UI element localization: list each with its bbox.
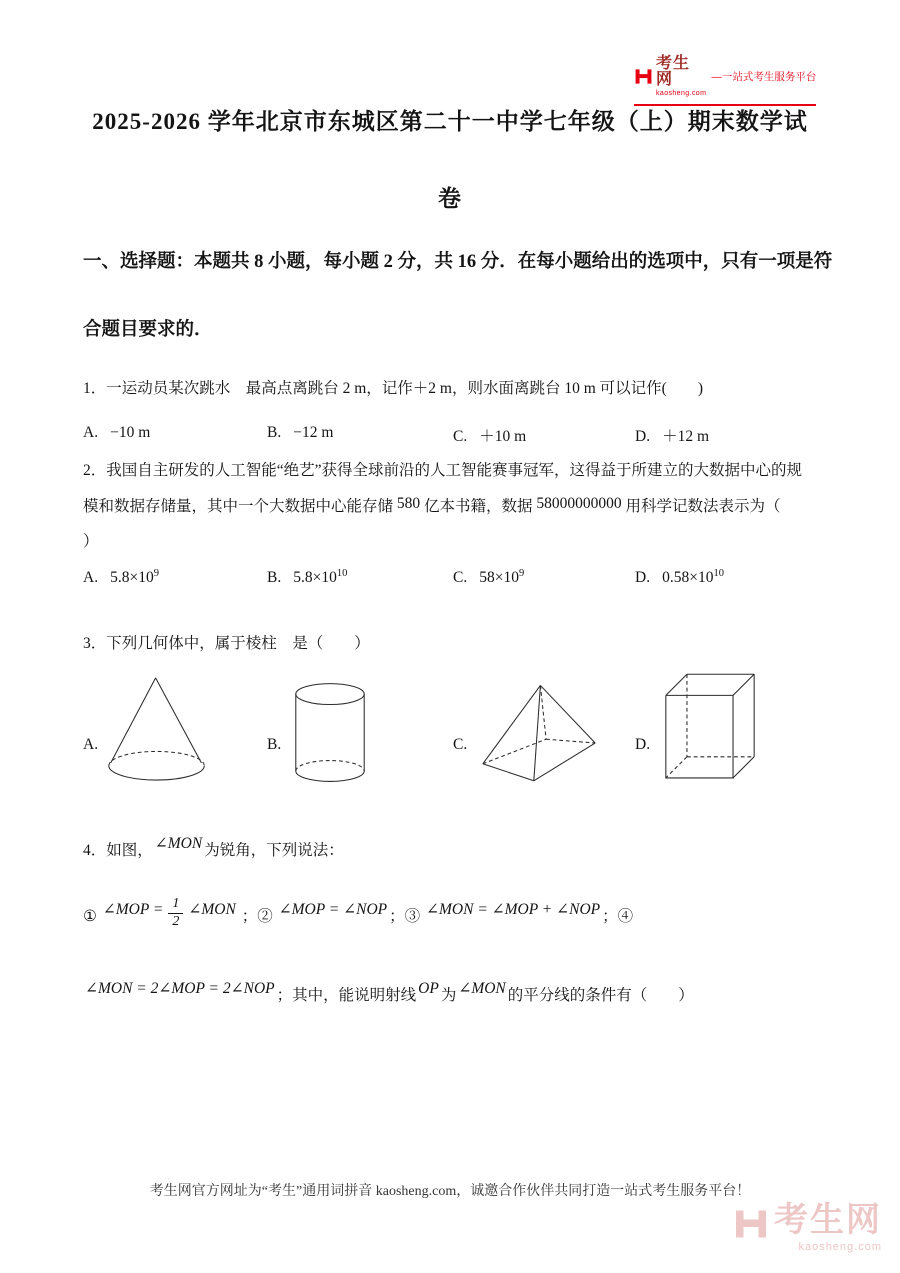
q3-stem: 3．下列几何体中，属于棱柱 是（ ） [83, 635, 370, 652]
q4-formula2: ∠MOP = ∠NOP [278, 900, 388, 918]
q4-item2-marker: ② [257, 907, 273, 925]
q1-option-b: B. −12 m [267, 424, 334, 441]
section-heading-line1: 一、选择题：本题共 8 小题，每小题 2 分，共 16 分．在每小题给出的选项中，只有一项是符 [83, 252, 833, 272]
kaosheng-watermark [733, 1203, 882, 1253]
q2-stem-line2: 模和数据存储量，其中一个大数据中心能存储 580 亿本书籍，数据 58000000000 用科学记数法表示为（ [83, 495, 781, 515]
brand-tagline: —一站式考生服务平台 [711, 71, 817, 83]
cube-figure [662, 670, 758, 786]
q2-options [83, 568, 817, 594]
q3-figure-d-label: D. [635, 736, 651, 753]
watermark-brand: 考生网 [774, 1201, 882, 1239]
q4-item3-marker: ③ [404, 907, 421, 925]
watermark-domain: kaosheng.com [798, 1240, 882, 1253]
pyramid-figure [480, 680, 598, 790]
q4-formula3: ∠MON = ∠MOP + ∠NOP [426, 900, 601, 918]
q4-formula1-left: ∠MOP = [102, 900, 164, 918]
q3-figures [83, 666, 817, 806]
q2-option-a: A. $5.8\times 10^9$ [83, 568, 159, 586]
q4-item1-marker: ① [83, 907, 97, 925]
q2-number-580: 580 [396, 495, 421, 512]
kaosheng-watermark-icon [733, 1206, 769, 1242]
q1-option-a: A. −10 m [83, 424, 151, 441]
kaosheng-logo [634, 56, 816, 106]
q1-options [83, 424, 817, 450]
fraction-one-half: $\frac{1}{2}$ [168, 896, 183, 931]
cone-figure [105, 672, 210, 786]
q4-stem: 4．如图， ∠MON 为锐角，下列说法： [83, 835, 344, 859]
q4-formula1-right: ∠MON [188, 900, 236, 918]
q2-stem-line3: ） [83, 533, 99, 550]
q1-option-c: C. ＋10 m [453, 428, 527, 445]
q1-stem: 1．一运动员某次跳水 最高点离跳台 2 m，记作＋2 m，则水面离跳台 10 m 可以记作( ) [83, 380, 703, 397]
q2-stem-line1: 2．我国自主研发的人工智能“绝艺”获得全球前沿的人工智能赛事冠军，这得益于所建立的大数据中心的规 [83, 462, 803, 479]
paper-title-line1: 2025-2026 学年北京市东城区第二十一中学七年级（上）期末数学试 [92, 109, 808, 134]
q4-item4-marker: ④ [617, 907, 634, 925]
q4-statement-line2: ∠MON = 2∠MOP = 2∠NOP ；其中，能说明射线 OP 为 ∠MON 的平分线的条件有（ ） [85, 980, 694, 1004]
q2-option-b: B. $5.8\times 10^{10}$ [267, 568, 348, 586]
q3-figure-a-label: A. [83, 736, 99, 753]
kaosheng-logo-icon [634, 67, 653, 86]
q4-ray-op: OP [418, 980, 439, 997]
q3-figure-c-label: C. [453, 736, 468, 753]
cylinder-figure [292, 680, 368, 786]
q4-formula4: ∠MON = 2∠MOP = 2∠NOP [85, 980, 275, 997]
brand-name: 考生网 [656, 55, 691, 88]
q4-statement-line1: ① ∠MOP = $\frac{1}{2}$ ∠MON ；② ∠MOP = ∠NOP ；③ ∠MON = ∠MOP + ∠NOP ；④ [83, 896, 634, 929]
q3-figure-b-label: B. [267, 736, 282, 753]
q4-angle-mon-2: ∠MON [458, 980, 506, 997]
footer-note: 考生网官方网址为“考生”通用词拼音 kaosheng.com，诚邀合作伙伴共同打造一站式考生服务平台！ [149, 1184, 751, 1199]
q1-option-d: D. ＋12 m [635, 428, 710, 445]
q2-option-d: D. $0.58\times 10^{10}$ [635, 568, 724, 586]
q2-option-c: C. $58\times 10^9$ [453, 568, 525, 586]
paper-title-line2: 卷 [438, 186, 462, 211]
section-heading-line2: 合题目要求的． [83, 320, 213, 340]
q4-angle-mon: ∠MON [154, 835, 203, 852]
q2-number-58000000000: 58000000000 [536, 495, 622, 512]
brand-domain: kaosheng.com [656, 90, 707, 97]
